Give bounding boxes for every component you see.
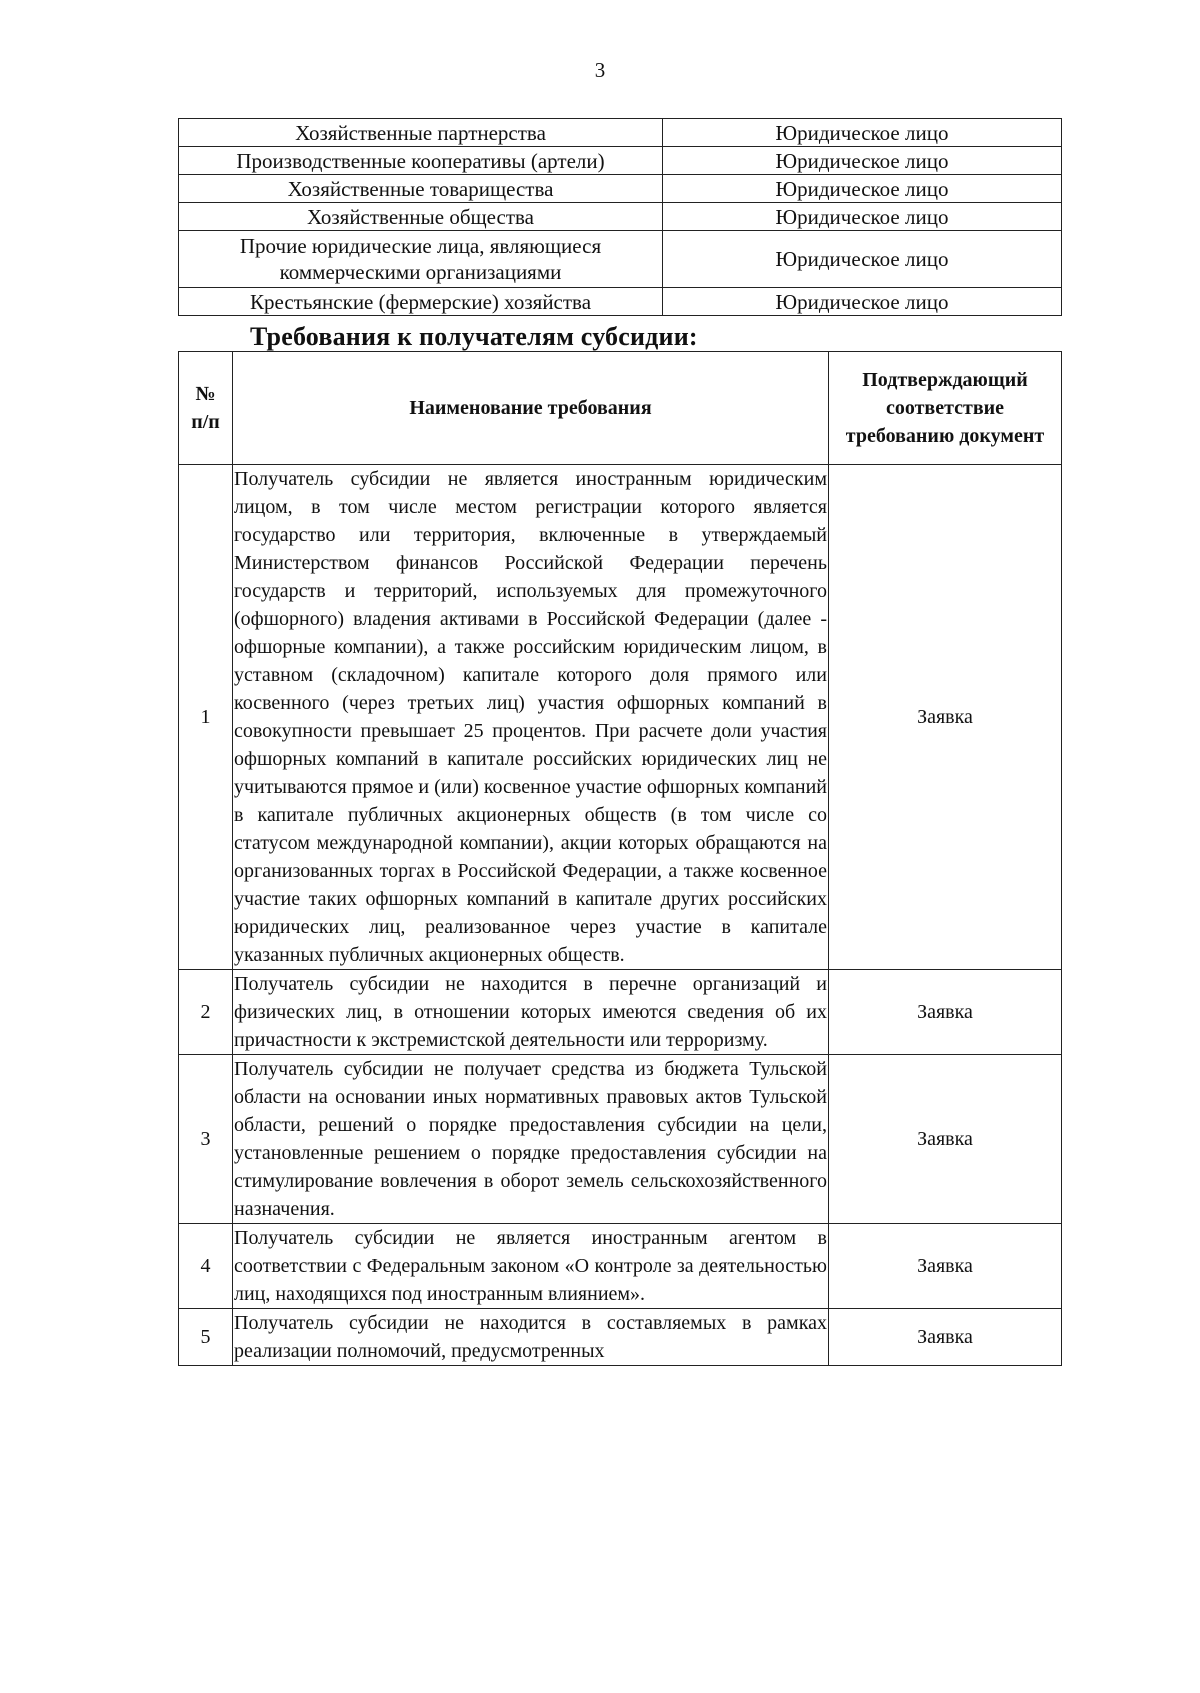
legal-form-cell: Крестьянские (фермерские) хозяйства <box>179 288 663 316</box>
legal-form-cell <box>179 231 663 288</box>
table-row <box>179 1224 1062 1309</box>
confirming-document: Заявка <box>829 970 1062 1055</box>
page-number: 3 <box>594 58 606 82</box>
header-name: Наименование требования <box>233 352 829 465</box>
table-row <box>179 1309 1062 1366</box>
confirming-document: Заявка <box>829 1309 1062 1366</box>
row-number: 5 <box>179 1309 233 1366</box>
legal-forms-table <box>178 118 1062 316</box>
requirement-text: Получатель субсидии не находится в составляемых в рамках реализации полномочий, предусмотренных <box>234 1312 827 1362</box>
table-row <box>179 465 1062 970</box>
entity-type-cell: Юридическое лицо <box>663 288 1062 316</box>
confirming-document: Заявка <box>829 1224 1062 1309</box>
row-number: 1 <box>179 465 233 970</box>
row-number: 4 <box>179 1224 233 1309</box>
entity-type-cell: Юридическое лицо <box>663 119 1062 147</box>
requirement-text: Получатель субсидии не находится в перечне организаций и физических лиц, в отношении которых имеются сведения об их причастности к экстремистской деятельности или терроризму. <box>233 970 829 1055</box>
requirement-text: Получатель субсидии не получает средства из бюджета Тульской области на основании иных нормативных правовых актов Тульской области, решений о порядке предоставления субсидии на цели, установленные решением о порядке предоставления субсидии на стимулирование вовлечения в оборот земель сельскохозяйственного назначения. <box>233 1055 829 1224</box>
table-header-row <box>179 352 1062 465</box>
legal-form-cell: Производственные кооперативы (артели) <box>179 147 663 175</box>
entity-type-cell: Юридическое лицо <box>663 175 1062 203</box>
legal-form-cell: Хозяйственные общества <box>179 203 663 231</box>
table-row <box>179 970 1062 1055</box>
confirming-document: Заявка <box>829 1055 1062 1224</box>
confirming-document: Заявка <box>829 465 1062 970</box>
header-num <box>179 352 233 465</box>
entity-type-cell: Юридическое лицо <box>663 147 1062 175</box>
entity-type-cell: Юридическое лицо <box>663 203 1062 231</box>
requirements-table <box>178 351 1062 1366</box>
table-row <box>179 288 1062 316</box>
legal-form-cell: Хозяйственные товарищества <box>179 175 663 203</box>
table-row <box>179 1055 1062 1224</box>
entity-type-cell: Юридическое лицо <box>663 231 1062 288</box>
header-doc-text: Подтверждающий соответствие требованию документ <box>845 369 1045 447</box>
header-doc <box>829 352 1062 465</box>
legal-form-cell: Хозяйственные партнерства <box>179 119 663 147</box>
section-title: Требования к получателям субсидии: <box>250 322 698 351</box>
row-number: 3 <box>179 1055 233 1224</box>
legal-form-text: Прочие юридические лица, являющиеся коммерческими организациями <box>239 234 602 284</box>
table-row <box>179 147 1062 175</box>
table-row <box>179 231 1062 288</box>
row-number: 2 <box>179 970 233 1055</box>
table-row <box>179 119 1062 147</box>
header-num-text: № п/п <box>191 383 220 433</box>
requirement-text: Получатель субсидии не является иностранным агентом в соответствии с Федеральным законом «О контроле за деятельностью лиц, находящихся под иностранным влиянием». <box>233 1224 829 1309</box>
table-row <box>179 203 1062 231</box>
requirement-text: Получатель субсидии не является иностранным юридическим лицом, в том числе местом регистрации которого является государство или территория, включенные в утверждаемый Министерством финансов Российской Федерации перечень государств и территорий, используемых для промежуточного (офшорного) владения активами в Российской Федерации (далее - офшорные компании), а также российским юридическим лицом, в уставном (складочном) капитале которого доля прямого или косвенного (через третьих лиц) участия офшорных компаний в совокупности превышает 25 процентов. При расчете доли участия офшорных компаний в капитале российских юридических лиц не учитываются прямое и (или) косвенное участие офшорных компаний в капитале публичных акционерных обществ (в том числе со статусом международной компании), акции которых обращаются на организованных торгах в Российской Федерации, а также косвенное участие таких офшорных компаний в капитале других российских юридических лиц, реализованное через участие в капитале указанных публичных акционерных обществ. <box>233 465 829 970</box>
requirement-text-cell <box>233 1309 829 1366</box>
table-row <box>179 175 1062 203</box>
